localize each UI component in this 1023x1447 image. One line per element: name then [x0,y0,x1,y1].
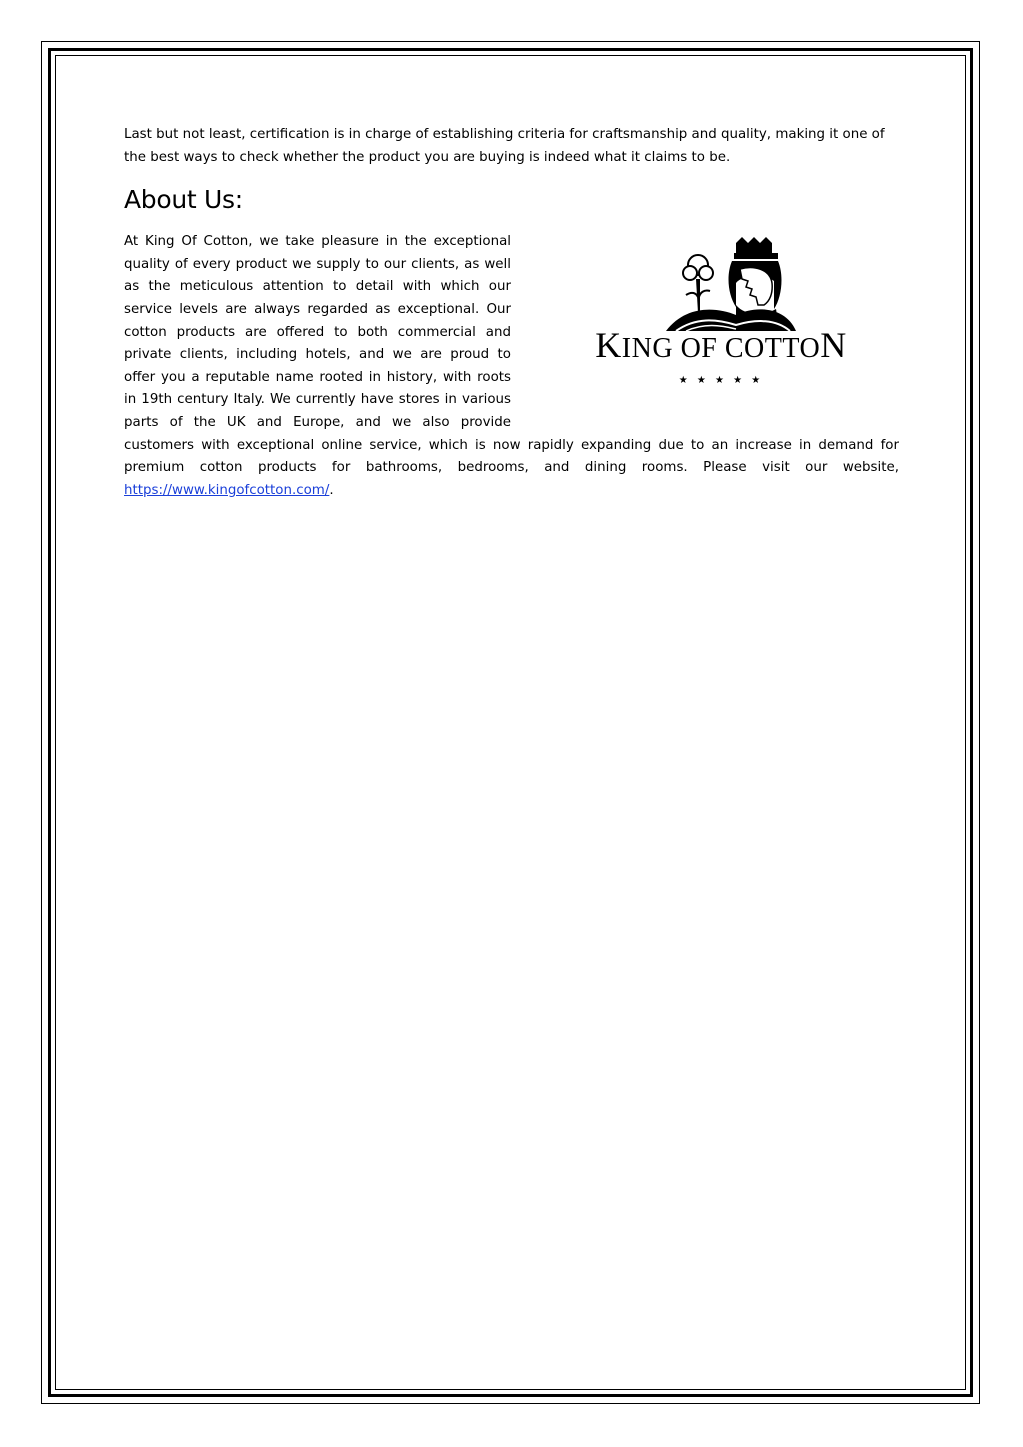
king-of-cotton-crest-icon [586,235,856,385]
about-us-heading: About Us: [124,185,243,215]
closing-period: . [329,482,334,498]
logo-wordmark: KING OF COTTON [595,325,847,366]
logo-stars: ★ ★ ★ ★ ★ [678,375,764,386]
document-content [124,124,899,502]
company-logo [531,231,899,411]
about-us-text: At King Of Cotton, we take pleasure in the exceptional quality of every product we supply to our clients, as well as the meticulous attention to detail with which our service levels are always regarded as exceptional. Our cotton products are offered to both commercial and private clients, including hotels, and we are proud to offer you a reputable name rooted in history, with roots in 19th century Italy. We currently have stores in various parts of the UK and Europe, and we also provide customers with exceptional online service, which is now rapidly expanding due to an increase in demand for premium cotton products for bathrooms, bedrooms, and dining rooms. Please visit our website, [124,234,899,476]
website-link[interactable]: https://www.kingofcotton.com/ [124,482,330,498]
intro-paragraph: Last but not least, certification is in charge of establishing criteria for craftsmanship and quality, making it one of the best ways to check whether the product you are buying is indeed what it claims to be. [124,127,885,165]
